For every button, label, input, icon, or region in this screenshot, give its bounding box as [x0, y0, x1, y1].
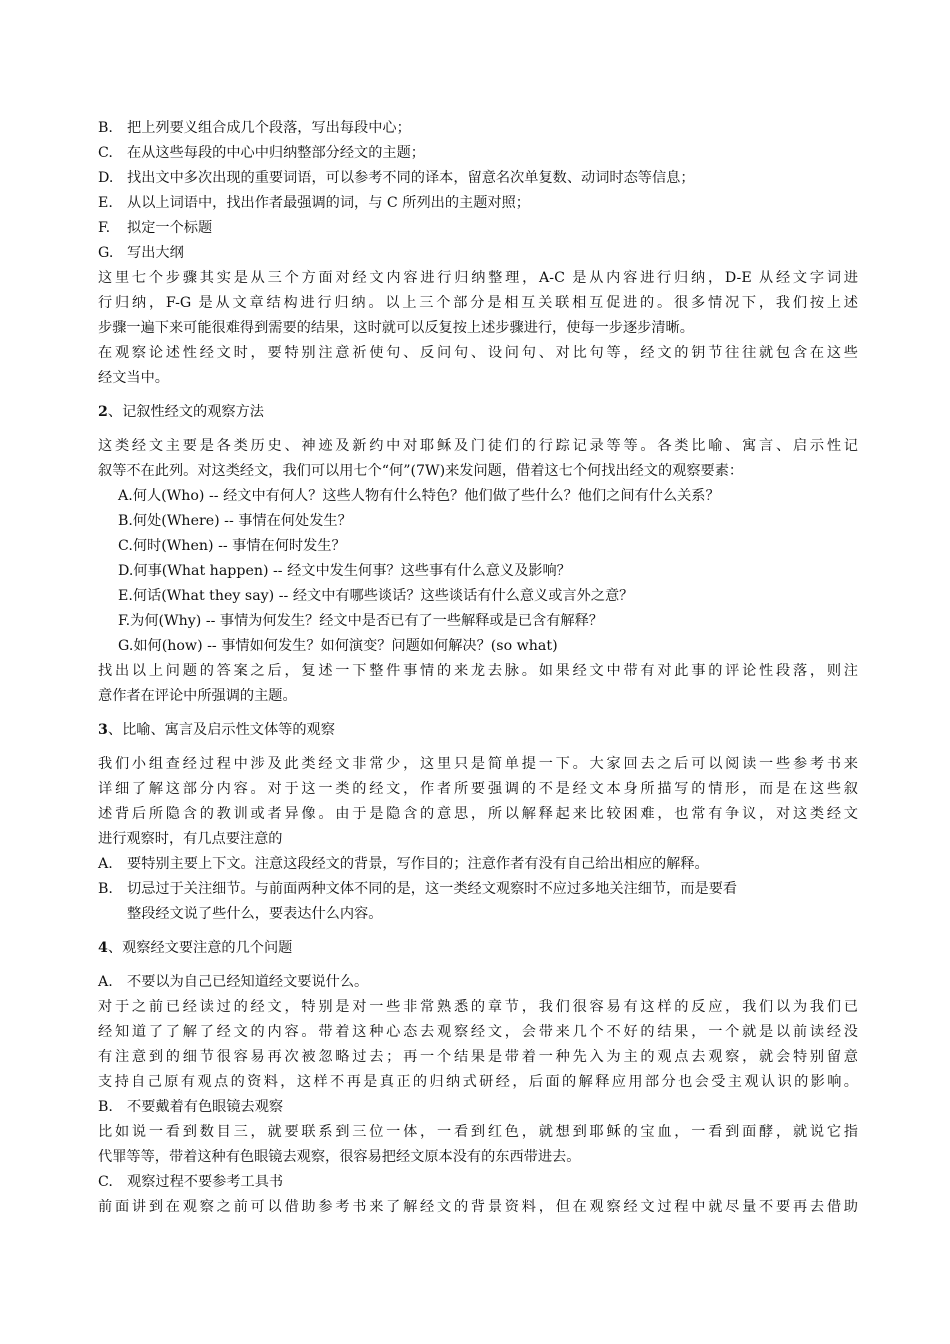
paragraph-line: 行归纳，F-G 是从文章结构进行归纳。以上三个部分是相互关联相互促进的。很多情况下，我们按上述	[98, 295, 858, 311]
paragraph-line: 代罪等等，带着这种有色眼镜去观察，很容易把经文原本没有的东西带进去。	[98, 1149, 581, 1165]
paragraph-line: 意作者在评论中所强调的主题。	[98, 688, 297, 704]
paragraph-line: 经文当中。	[98, 370, 169, 386]
question-item: G.如何(how) -- 事情如何发生？如何演变？问题如何解决？(so what)	[118, 638, 558, 654]
paragraph-line: 叙等不在此列。对这类经文，我们可以用七个“何”(7W)来发问题，借着这七个何找出经文的观察要素：	[98, 463, 744, 479]
step-d: D. 找出文中多次出现的重要词语，可以参考不同的译本，留意名次单复数、动词时态等信息；	[98, 170, 695, 186]
step-f: F. 拟定一个标题	[98, 220, 213, 236]
point-c: C. 观察过程不要参考工具书	[98, 1174, 284, 1190]
section-heading-3: 3、比喻、寓言及启示性文体等的观察	[98, 722, 335, 738]
point-a: A. 要特别主要上下文。注意这段经文的背景，写作目的；注意作者有没有自己给出相应的解释。	[98, 856, 709, 872]
paragraph-line: 详细了解这部分内容。对于这一类的经文，作者所要强调的不是经文本身所描写的情形，而是在这些叙	[98, 781, 858, 797]
question-item: A.何人(Who) -- 经文中有何人？这些人物有什么特色？他们做了些什么？他们之间有什么关系？	[118, 488, 720, 504]
paragraph-line: 在观察论述性经文时，要特别注意祈使句、反问句、设问句、对比句等，经文的钥节往往就包含在这些	[98, 345, 858, 361]
question-item: E.何话(What they say) -- 经文中有哪些谈话？这些谈话有什么意义或言外之意？	[118, 588, 634, 604]
paragraph-line: 这里七个步骤其实是从三个方面对经文内容进行归纳整理，A-C 是从内容进行归纳，D-E 从经文字词进	[98, 270, 858, 286]
point-a: A. 不要以为自己已经知道经文要说什么。	[98, 974, 369, 990]
question-item: B.何处(Where) -- 事情在何处发生？	[118, 513, 352, 529]
step-b: B. 把上列要义组合成几个段落，写出每段中心；	[98, 120, 411, 136]
point-b: B. 不要戴着有色眼镜去观察	[98, 1099, 284, 1115]
paragraph-line: 我们小组查经过程中涉及此类经文非常少，这里只是简单提一下。大家回去之后可以阅读一些参考书来	[98, 756, 858, 772]
paragraph-line: 有注意到的细节很容易再次被忽略过去；再一个结果是带着一种先入为主的观点去观察，就会特别留意	[98, 1049, 858, 1065]
document-page	[98, 0, 858, 1344]
question-item: F.为何(Why) -- 事情为何发生？经文中是否已有了一些解释或是已含有解释？	[118, 613, 603, 629]
paragraph-line: 进行观察时，有几点要注意的	[98, 831, 283, 847]
paragraph-line: 前面讲到在观察之前可以借助参考书来了解经文的背景资料，但在观察经文过程中就尽量不要再去借助	[98, 1199, 858, 1215]
paragraph-line: 这类经文主要是各类历史、神迹及新约中对耶稣及门徒们的行踪记录等等。各类比喻、寓言、启示性记	[98, 438, 858, 454]
section-heading-2: 2、记叙性经文的观察方法	[98, 404, 264, 420]
paragraph-line: 述背后所隐含的教训或者异像。由于是隐含的意思，所以解释起来比较困难，也常有争议，对这类经文	[98, 806, 858, 822]
point-b: B. 切忌过于关注细节。与前面两种文体不同的是，这一类经文观察时不应过多地关注细节，而是要看	[98, 881, 738, 897]
paragraph-line: 经知道了了解了经文的内容。带着这种心态去观察经文，会带来几个不好的结果，一个就是以前读经没	[98, 1024, 858, 1040]
point-b-continued: 整段经文说了些什么，要表达什么内容。	[127, 906, 383, 922]
paragraph-line: 比如说一看到数目三，就要联系到三位一体，一看到红色，就想到耶稣的宝血，一看到面酵，就说它指	[98, 1124, 858, 1140]
question-item: C.何时(When) -- 事情在何时发生？	[118, 538, 346, 554]
paragraph-line: 步骤一遍下来可能很难得到需要的结果，这时就可以反复按上述步骤进行，使每一步逐步清晰。	[98, 320, 694, 336]
step-e: E. 从以上词语中，找出作者最强调的词，与 C 所列出的主题对照；	[98, 195, 530, 211]
paragraph-line: 对于之前已经读过的经文，特别是对一些非常熟悉的章节，我们很容易有这样的反应，我们以为我们已	[98, 999, 858, 1015]
paragraph-line: 找出以上问题的答案之后，复述一下整件事情的来龙去脉。如果经文中带有对此事的评论性段落，则注	[98, 663, 858, 679]
section-heading-4: 4、观察经文要注意的几个问题	[98, 940, 293, 956]
step-c: C. 在从这些每段的中心中归纳整部分经文的主题；	[98, 145, 425, 161]
step-g: G. 写出大纲	[98, 245, 184, 261]
paragraph-line: 支持自己原有观点的资料，这样不再是真正的归纳式研经，后面的解释应用部分也会受主观认识的影响。	[98, 1074, 858, 1090]
question-item: D.何事(What happen) -- 经文中发生何事？这些事有什么意义及影响？	[118, 563, 571, 579]
